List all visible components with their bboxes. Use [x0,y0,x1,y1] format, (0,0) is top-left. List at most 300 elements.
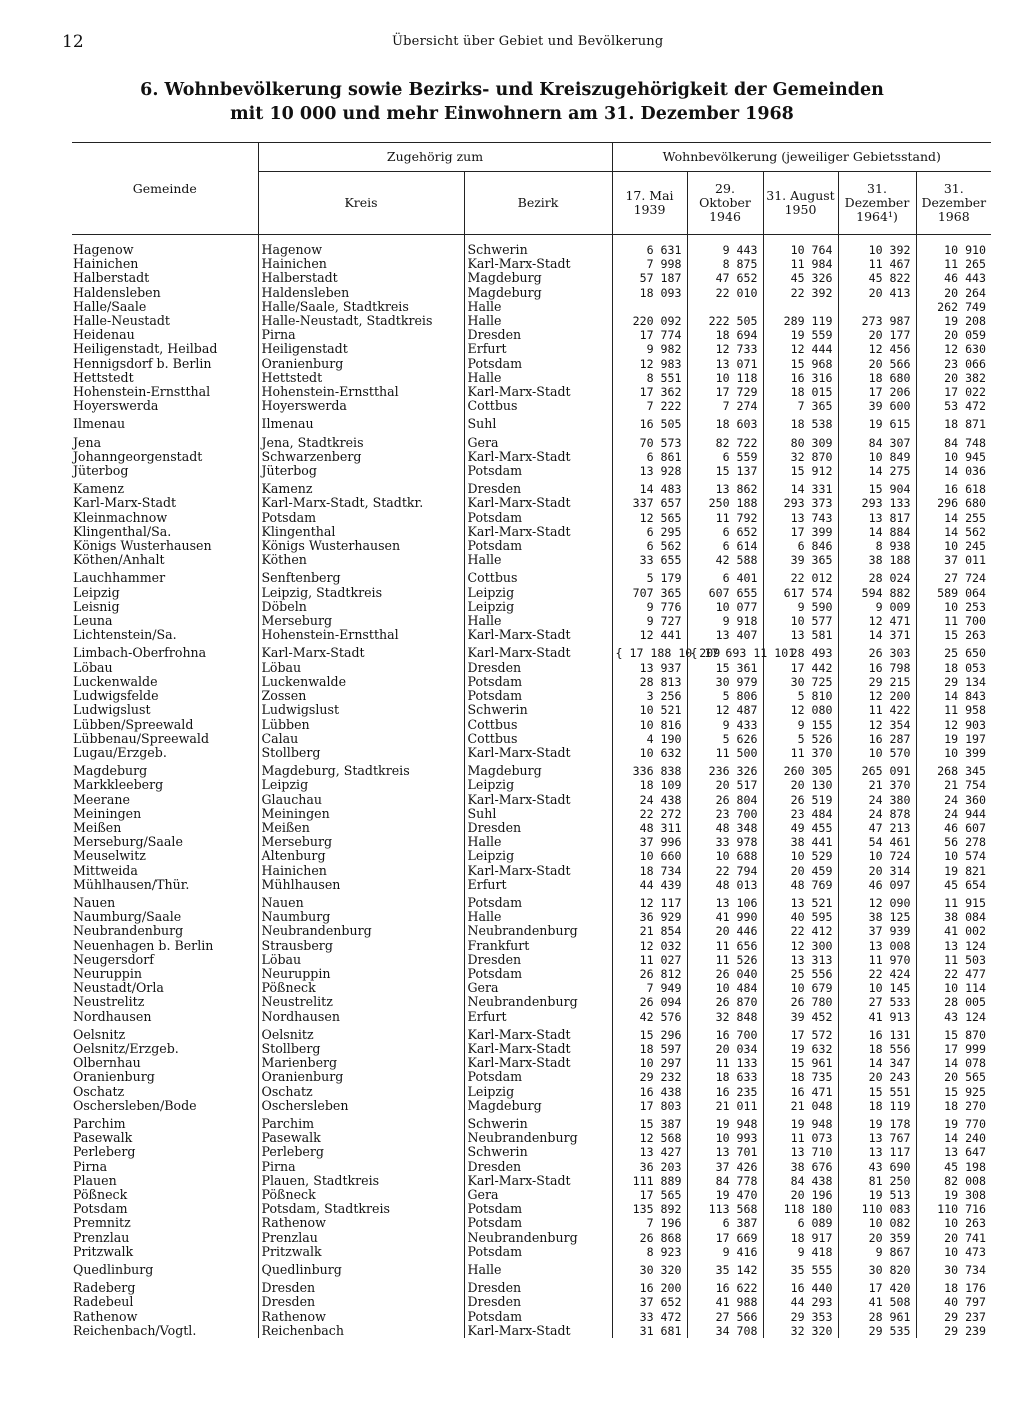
cell-1939: 11 027 [612,953,687,967]
table-row [72,1160,991,1174]
cell-1946: 11 792 [687,511,763,525]
cell-kreis: Leipzig, Stadtkreis [258,586,464,600]
page-number: 12 [62,32,84,52]
cell-1950: 39 452 [763,1010,838,1024]
cell-1968: 11 265 [916,257,991,271]
cell-1964: 10 145 [838,981,916,995]
cell-gemeinde: Jüterbog [73,463,129,479]
cell-1964: 12 200 [838,689,916,703]
cell-1964: 38 125 [838,910,916,924]
cell-1968: 14 255 [916,511,991,525]
cell-bezirk: Karl-Marx-Stadt [464,257,612,271]
cell-1939: 10 521 [612,703,687,717]
table-row [72,328,991,342]
cell-1968: 20 059 [916,328,991,342]
cell-1964: 28 024 [838,567,916,585]
cell-1939: 15 296 [612,1024,687,1042]
cell-1968: 10 574 [916,849,991,863]
table-row [72,939,991,953]
cell-1939: 30 320 [612,1259,687,1277]
cell-gemeinde: Heiligenstadt, Heilbad [73,341,218,357]
cell-kreis: Jena, Stadtkreis [258,432,464,450]
cell-1950: 118 180 [763,1202,838,1216]
cell-kreis: Köthen [258,553,464,567]
cell-1950: 29 353 [763,1310,838,1324]
cell-gemeinde: Oranienburg [73,1069,155,1085]
cell-1946: 34 708 [687,1324,763,1338]
table-row [72,1188,991,1202]
cell-1950: 7 365 [763,399,838,413]
table-row [72,553,991,567]
cell-bezirk: Dresden [464,661,612,675]
cell-kreis: Glauchau [258,793,464,807]
cell-gemeinde: Oelsnitz/Erzgeb. [73,1040,179,1056]
cell-1968: 18 176 [916,1277,991,1295]
cell-1968: 30 734 [916,1259,991,1277]
cell-1946: 32 848 [687,1010,763,1024]
cell-bezirk: Potsdam [464,689,612,703]
cell-1968: 21 754 [916,778,991,792]
cell-kreis: Naumburg [258,910,464,924]
table-row [72,614,991,628]
cell-gemeinde: Leipzig [73,584,120,600]
cell-1950: 19 632 [763,1042,838,1056]
cell-1939: 17 565 [612,1188,687,1202]
cell-1946: 19 948 [687,1113,763,1131]
cell-kreis: Haldensleben [258,286,464,300]
cell-kreis: Hagenow [258,235,464,258]
cell-gemeinde: Rathenow [73,1308,138,1324]
cell-kreis: Karl-Marx-Stadt [258,642,464,660]
cell-gemeinde: Limbach-Oberfrohna [73,645,207,661]
table-row [72,1113,991,1131]
cell-1950: 9 590 [763,600,838,614]
cell-bezirk: Neubrandenburg [464,1231,612,1245]
cell-1939: 9 982 [612,342,687,356]
cell-1939: 28 813 [612,675,687,689]
cell-1950: 10 529 [763,849,838,863]
cell-1968: 10 910 [916,235,991,258]
cell-bezirk: Leipzig [464,586,612,600]
cell-kreis: Leipzig [258,778,464,792]
cell-1939: 707 365 [612,586,687,600]
cell-1968: 13 647 [916,1145,991,1159]
cell-kreis: Merseburg [258,835,464,849]
table-row [72,892,991,910]
cell-1968: 29 237 [916,1310,991,1324]
cell-1939: 26 812 [612,967,687,981]
cell-bezirk: Cottbus [464,732,612,746]
cell-1950: 15 968 [763,357,838,371]
cell-kreis: Oschersleben [258,1099,464,1113]
cell-gemeinde: Mühlhausen/Thür. [73,876,190,892]
cell-1946: 41 990 [687,910,763,924]
cell-bezirk: Karl-Marx-Stadt [464,1024,612,1042]
cell-1964: 9 009 [838,600,916,614]
cell-1946: 26 804 [687,793,763,807]
cell-1950: 21 048 [763,1099,838,1113]
column-header-gemeinde: Gemeinde [72,143,258,235]
cell-kreis: Kamenz [258,478,464,496]
cell-1950: 9 155 [763,718,838,732]
cell-1964: 10 392 [838,235,916,258]
cell-gemeinde: Ludwigslust [73,702,151,718]
cell-1946: 9 416 [687,1245,763,1259]
cell-1946: 26 040 [687,967,763,981]
cell-bezirk: Karl-Marx-Stadt [464,864,612,878]
cell-1950: 19 559 [763,328,838,342]
cell-1950: 13 521 [763,892,838,910]
population-table [72,142,991,1338]
table-row [72,478,991,496]
cell-gemeinde: Meerane [73,791,130,807]
table-row [72,703,991,717]
cell-1946: 18 633 [687,1070,763,1084]
cell-kreis: Lübben [258,718,464,732]
cell-1946: 18 694 [687,328,763,342]
cell-gemeinde: Leisnig [73,598,120,614]
cell-1946: 18 603 [687,413,763,431]
cell-1968: 18 053 [916,661,991,675]
cell-1950: 18 538 [763,413,838,431]
cell-gemeinde: Quedlinburg [73,1262,154,1278]
cell-gemeinde: Pritzwalk [73,1243,134,1259]
cell-1950: 10 577 [763,614,838,628]
cell-bezirk: Erfurt [464,342,612,356]
cell-kreis: Rathenow [258,1310,464,1324]
cell-1964: 27 533 [838,995,916,1009]
table-row [72,1024,991,1042]
cell-1964: 10 082 [838,1216,916,1230]
cell-kreis: Plauen, Stadtkreis [258,1174,464,1188]
cell-gemeinde: Nauen [73,894,116,910]
cell-1950: 617 574 [763,586,838,600]
cell-1946: 13 701 [687,1145,763,1159]
cell-1968: 10 945 [916,450,991,464]
cell-1964: 54 461 [838,835,916,849]
cell-1950: 10 764 [763,235,838,258]
cell-bezirk: Magdeburg [464,1099,612,1113]
cell-1964: 13 008 [838,939,916,953]
cell-1964: 15 904 [838,478,916,496]
cell-bezirk: Halle [464,300,612,314]
cell-kreis: Dresden [258,1277,464,1295]
cell-kreis: Stollberg [258,1042,464,1056]
table-row [72,924,991,938]
column-header-1964: 31. Dezember 1964¹) [838,172,916,235]
cell-1968: 23 066 [916,357,991,371]
column-header-1939: 17. Mai 1939 [612,172,687,235]
cell-1946 [687,300,763,314]
cell-1950: 18 015 [763,385,838,399]
cell-kreis: Hainichen [258,257,464,271]
cell-kreis: Neubrandenburg [258,924,464,938]
cell-gemeinde: Radeberg [73,1280,136,1296]
cell-bezirk: Gera [464,432,612,450]
cell-1964: 29 535 [838,1324,916,1338]
cell-kreis: Oschatz [258,1085,464,1099]
cell-1964: 38 188 [838,553,916,567]
cell-kreis: Pritzwalk [258,1245,464,1259]
cell-1946: 607 655 [687,586,763,600]
cell-bezirk: Potsdam [464,539,612,553]
cell-1939: 7 222 [612,399,687,413]
cell-bezirk: Potsdam [464,464,612,478]
cell-1939: 10 660 [612,849,687,863]
table-row [72,357,991,371]
cell-gemeinde: Jena [73,434,102,450]
cell-1946: 48 348 [687,821,763,835]
column-header-kreis: Kreis [258,172,464,235]
cell-1946: 113 568 [687,1202,763,1216]
cell-1939: 16 438 [612,1085,687,1099]
cell-1964: 41 913 [838,1010,916,1024]
cell-1950: 15 961 [763,1056,838,1070]
cell-1946: 27 566 [687,1310,763,1324]
cell-gemeinde: Prenzlau [73,1229,130,1245]
cell-bezirk: Potsdam [464,1216,612,1230]
cell-kreis: Karl-Marx-Stadt, Stadtkr. [258,496,464,510]
column-header-zugehoerig: Zugehörig zum [258,143,612,172]
cell-gemeinde: Halberstadt [73,270,150,286]
cell-gemeinde: Heidenau [73,327,135,343]
cell-1946: 6 387 [687,1216,763,1230]
table-row [72,718,991,732]
table-row [72,1259,991,1277]
cell-1964: 84 307 [838,432,916,450]
cell-1939: 135 892 [612,1202,687,1216]
cell-1939: 21 854 [612,924,687,938]
cell-1939: 12 568 [612,1131,687,1145]
cell-1939: 44 439 [612,878,687,892]
cell-1964: 45 822 [838,271,916,285]
cell-bezirk: Potsdam [464,967,612,981]
cell-bezirk: Erfurt [464,878,612,892]
cell-gemeinde: Leuna [73,613,113,629]
cell-kreis: Pirna [258,328,464,342]
cell-bezirk: Neubrandenburg [464,995,612,1009]
cell-bezirk: Potsdam [464,357,612,371]
cell-gemeinde: Radebeul [73,1294,134,1310]
cell-bezirk: Karl-Marx-Stadt [464,1056,612,1070]
table-row [72,314,991,328]
cell-bezirk: Potsdam [464,675,612,689]
cell-1946: 9 433 [687,718,763,732]
cell-1939: 9 776 [612,600,687,614]
cell-kreis: Nordhausen [258,1010,464,1024]
cell-1964: 20 566 [838,357,916,371]
column-header-1950: 31. August 1950 [763,172,838,235]
cell-gemeinde: Halle/Saale [73,298,147,314]
table-row [72,464,991,478]
cell-1946: 16 700 [687,1024,763,1042]
cell-1939: 13 427 [612,1145,687,1159]
cell-bezirk: Suhl [464,413,612,431]
cell-1950: 5 526 [763,732,838,746]
cell-1964: 16 287 [838,732,916,746]
cell-1968: 13 124 [916,939,991,953]
cell-bezirk: Cottbus [464,399,612,413]
cell-1964: 18 119 [838,1099,916,1113]
cell-bezirk: Dresden [464,1295,612,1309]
table-row [72,1245,991,1259]
cell-1950: 13 581 [763,628,838,642]
cell-gemeinde: Hettstedt [73,369,134,385]
cell-gemeinde: Markkleeberg [73,777,164,793]
cell-1946: 11 656 [687,939,763,953]
cell-1950: 22 392 [763,286,838,300]
table-row [72,399,991,413]
cell-gemeinde: Löbau [73,659,113,675]
cell-1968: 82 008 [916,1174,991,1188]
table-row [72,1216,991,1230]
cell-1950: 293 373 [763,496,838,510]
cell-1968: 45 198 [916,1160,991,1174]
table-row [72,995,991,1009]
cell-1939: 15 387 [612,1113,687,1131]
cell-1964: 10 724 [838,849,916,863]
cell-bezirk: Cottbus [464,718,612,732]
cell-kreis: Ludwigslust [258,703,464,717]
column-header-wohnbevoelkerung: Wohnbevölkerung (jeweiliger Gebietsstand) [612,143,991,172]
cell-gemeinde: Pasewalk [73,1130,133,1146]
cell-bezirk: Potsdam [464,892,612,910]
table-row [72,689,991,703]
cell-1946: 11 133 [687,1056,763,1070]
cell-1968: 19 197 [916,732,991,746]
cell-1939: 8 923 [612,1245,687,1259]
table-row [72,511,991,525]
cell-1964: 28 961 [838,1310,916,1324]
table-body [72,235,991,1339]
cell-1946: 13 862 [687,478,763,496]
table-title [40,78,984,126]
cell-gemeinde: Neustrelitz [73,994,145,1010]
cell-1950: 38 441 [763,835,838,849]
cell-kreis: Pößneck [258,981,464,995]
cell-kreis: Reichenbach [258,1324,464,1338]
cell-1950: 48 769 [763,878,838,892]
table-row [72,235,991,258]
cell-bezirk: Karl-Marx-Stadt [464,746,612,760]
cell-1950: 84 438 [763,1174,838,1188]
cell-1946: 47 652 [687,271,763,285]
cell-1950: 35 555 [763,1259,838,1277]
cell-1950: 20 130 [763,778,838,792]
cell-1939: 31 681 [612,1324,687,1338]
cell-1950: 15 912 [763,464,838,478]
cell-kreis: Marienberg [258,1056,464,1070]
cell-1950: 289 119 [763,314,838,328]
cell-1939: 6 861 [612,450,687,464]
cell-gemeinde: Pößneck [73,1187,128,1202]
cell-bezirk: Potsdam [464,1070,612,1084]
cell-bezirk: Dresden [464,821,612,835]
cell-1950: 16 316 [763,371,838,385]
cell-1950: 16 440 [763,1277,838,1295]
cell-1950: 20 196 [763,1188,838,1202]
cell-1939: 337 657 [612,496,687,510]
cell-gemeinde: Hennigsdorf b. Berlin [73,355,212,371]
cell-1946: 222 505 [687,314,763,328]
cell-gemeinde: Meißen [73,819,122,835]
table-row [72,385,991,399]
cell-bezirk: Frankfurt [464,939,612,953]
cell-1968: 11 915 [916,892,991,910]
cell-1968: 46 443 [916,271,991,285]
cell-1939: 26 094 [612,995,687,1009]
cell-bezirk: Halle [464,910,612,924]
cell-bezirk: Potsdam [464,511,612,525]
cell-1968: 15 925 [916,1085,991,1099]
table-row [72,642,991,660]
table-row [72,1310,991,1324]
cell-bezirk: Karl-Marx-Stadt [464,1324,612,1338]
cell-bezirk: Karl-Marx-Stadt [464,385,612,399]
cell-gemeinde: Lugau/Erzgeb. [73,744,167,760]
cell-kreis: Altenburg [258,849,464,863]
cell-1964: 19 178 [838,1113,916,1131]
cell-1950: 19 948 [763,1113,838,1131]
cell-gemeinde: Klingenthal/Sa. [73,523,172,539]
table-row [72,661,991,675]
cell-bezirk: Magdeburg [464,271,612,285]
cell-gemeinde: Lübben/Spreewald [73,716,194,732]
cell-1950: 11 370 [763,746,838,760]
cell-1968: 29 134 [916,675,991,689]
cell-gemeinde: Parchim [73,1115,126,1131]
table-row [72,1324,991,1338]
cell-gemeinde: Potsdam [73,1201,128,1217]
cell-bezirk: Dresden [464,478,612,496]
table-head [72,143,991,235]
cell-bezirk: Erfurt [464,1010,612,1024]
cell-1946: 20 517 [687,778,763,792]
cell-1950: 17 399 [763,525,838,539]
cell-kreis: Döbeln [258,600,464,614]
cell-1939: 12 032 [612,939,687,953]
table-row [72,864,991,878]
cell-1968: 14 240 [916,1131,991,1145]
cell-bezirk: Karl-Marx-Stadt [464,793,612,807]
cell-1950: 26 519 [763,793,838,807]
cell-1968: 15 263 [916,628,991,642]
cell-gemeinde: Olbernhau [73,1055,141,1071]
cell-1964: 20 413 [838,286,916,300]
table-row [72,271,991,285]
cell-1939: 7 949 [612,981,687,995]
cell-1964: 19 513 [838,1188,916,1202]
cell-gemeinde: Reichenbach/Vogtl. [73,1322,197,1338]
cell-1950: 45 326 [763,271,838,285]
cell-1939: 18 093 [612,286,687,300]
cell-bezirk: Leipzig [464,849,612,863]
cell-1946: 250 188 [687,496,763,510]
table-row [72,342,991,356]
cell-gemeinde: Kamenz [73,481,125,497]
cell-gemeinde: Kleinmachnow [73,509,168,525]
cell-1939: 16 505 [612,413,687,431]
table-row [72,286,991,300]
cell-gemeinde: Plauen [73,1172,117,1188]
cell-1946: 13 407 [687,628,763,642]
cell-1939: 42 576 [612,1010,687,1024]
table-row [72,1085,991,1099]
cell-kreis: Jüterbog [258,464,464,478]
cell-1950: 26 780 [763,995,838,1009]
table-row [72,878,991,892]
cell-1968: 10 473 [916,1245,991,1259]
